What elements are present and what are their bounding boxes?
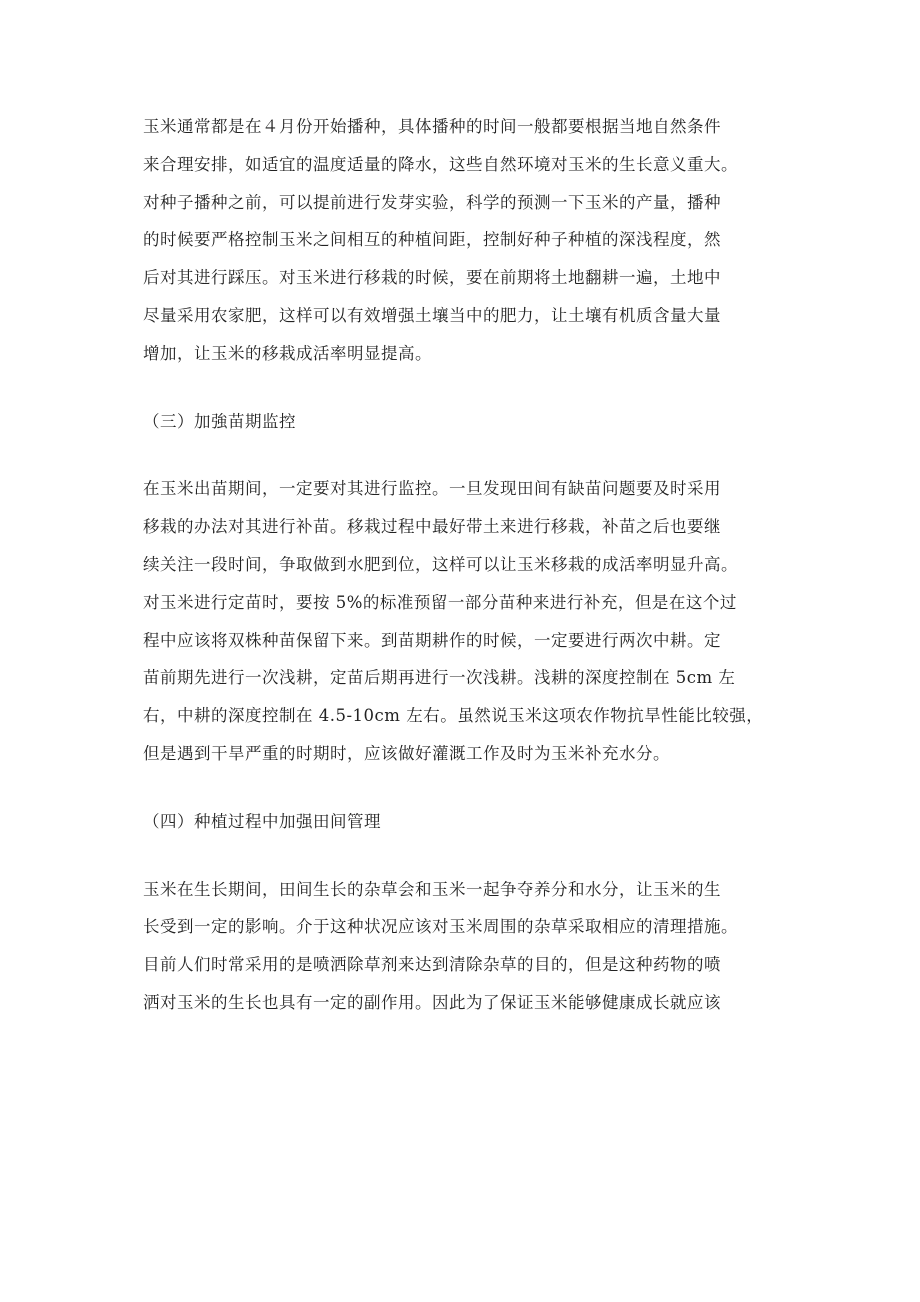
text-line: 洒对玉米的生长也具有一定的副作用。因此为了保证玉米能够健康成长就应该 [143, 992, 721, 1012]
text-line: 长受到一定的影响。介于这种状况应该对玉米周围的杂草采取相应的清理措施。 [143, 917, 738, 937]
text-line: 对种子播种之前，可以提前进行发芽实验，科学的预测一下玉米的产量，播种 [143, 192, 721, 212]
paragraph-gap [143, 841, 803, 871]
text-line: 对玉米进行定苗时，要按 5%的标准预留一部分苗种来进行补充，但是在这个过 [143, 592, 737, 612]
text-line: 玉米在生长期间，田间生长的杂草会和玉米一起争夺养分和水分，让玉米的生 [143, 879, 721, 899]
paragraph-gap [143, 440, 803, 470]
text-line: 程中应该将双株种苗保留下来。到苗期耕作的时候，一定要进行两次中耕。定 [143, 630, 721, 650]
text-line: 后对其进行踩压。对玉米进行移栽的时候，要在前期将土地翻耕一遍，土地中 [143, 268, 721, 288]
text-line: 在玉米出苗期间，一定要对其进行监控。一旦发现田间有缺苗问题要及时采用 [143, 479, 721, 499]
text-line: 的时候要严格控制玉米之间相互的种植间距，控制好种子种植的深浅程度，然 [143, 230, 721, 250]
text-line: 目前人们时常采用的是喷洒除草剂来达到清除杂草的目的，但是这种药物的喷 [143, 955, 721, 975]
text-line: 增加，让玉米的移栽成活率明显提高。 [143, 343, 432, 363]
text-line: 移栽的办法对其进行补苗。移栽过程中最好带土来进行移栽，补苗之后也要继 [143, 517, 721, 537]
body-paragraph [143, 470, 803, 772]
text-line: 尽量采用农家肥，这样可以有效增强土壤当中的肥力，让土壤有机质含量大量 [143, 305, 721, 325]
paragraph-gap [143, 373, 803, 403]
text-line: 玉米通常都是在４月份开始播种，具体播种的时间一般都要根据当地自然条件 [143, 117, 721, 136]
section-heading: （四）种植过程中加强田间管理 [143, 811, 381, 831]
body-paragraph [143, 108, 803, 373]
text-line: 来合理安排，如适宜的温度适量的降水，这些自然环境对玉米的生长意义重大。 [143, 154, 738, 174]
text-line: 但是遇到干旱严重的时期时，应该做好灌溉工作及时为玉米补充水分。 [143, 743, 670, 763]
text-line: 右，中耕的深度控制在 4.5-10cm 左右。虽然说玉米这项农作物抗旱性能比较强， [143, 706, 764, 726]
text-line: 苗前期先进行一次浅耕，定苗后期再进行一次浅耕。浅耕的深度控制在 5cm 左 [143, 668, 736, 688]
section-heading: （三）加強苗期监控 [143, 411, 296, 431]
document-body [143, 108, 803, 1022]
text-line: 续关注一段时间，争取做到水肥到位，这样可以让玉米移栽的成活率明显升高。 [143, 554, 738, 574]
body-paragraph [143, 871, 803, 1022]
paragraph-gap [143, 773, 803, 803]
